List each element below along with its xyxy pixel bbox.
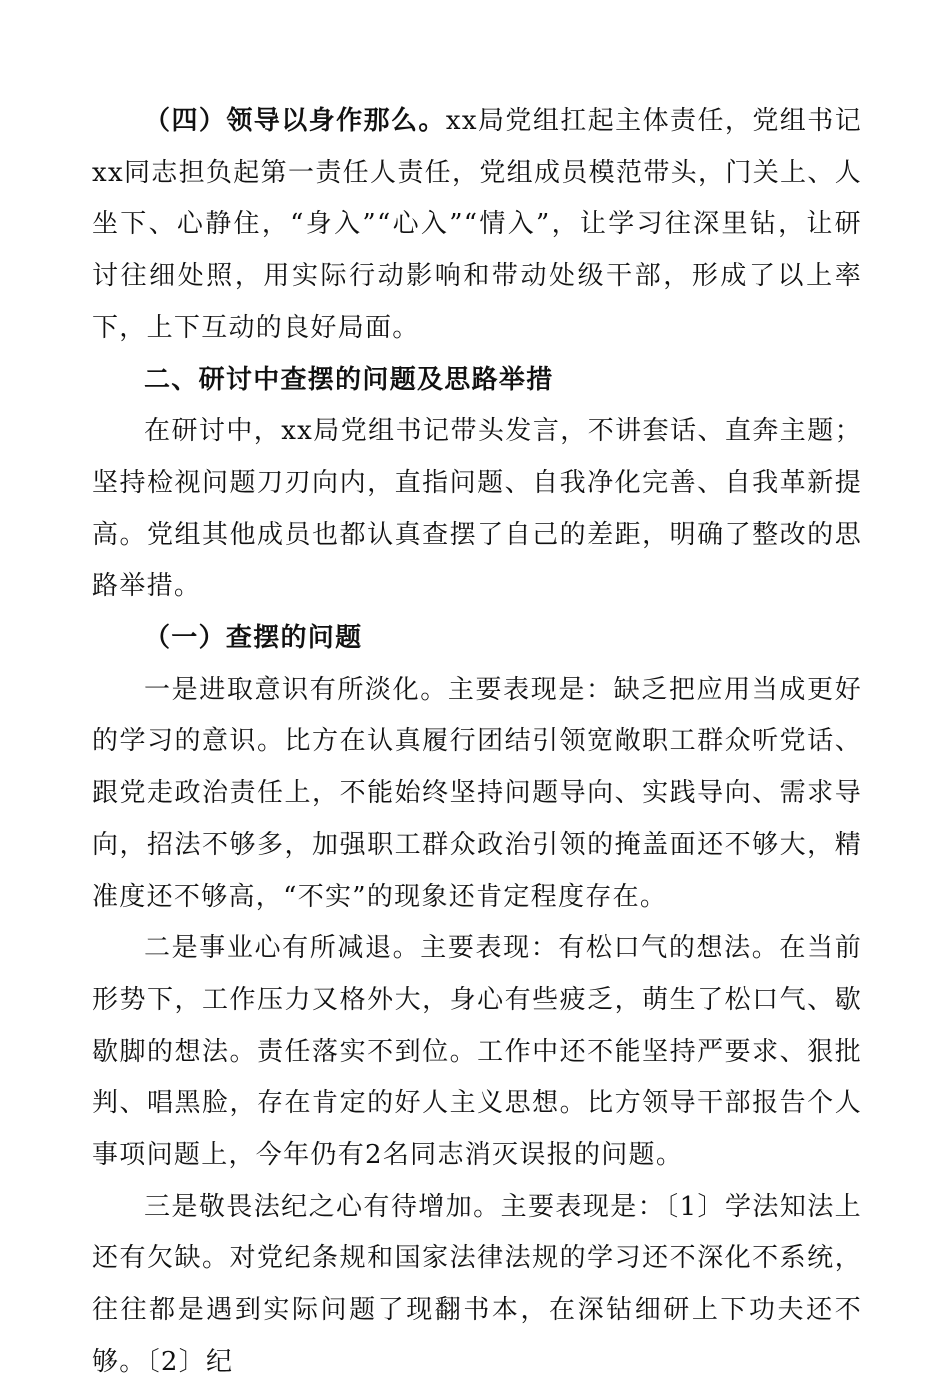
paragraph-problem-3: 三是敬畏法纪之心有待增加。主要表现是：〔1〕学法知法上还有欠缺。对党纪条规和国家法律法规的学习还不深化不系统，往往都是遇到实际问题了现翻书本，在深钻细研上下功夫还不够。〔2〕纪 (92, 1191, 862, 1377)
section-4-lead: （四）领导以身作那么。 (144, 106, 446, 136)
paragraph-intro: 在研讨中，xx局党组书记带头发言，不讲套话、直奔主题；坚持检视问题刀刃向内，直指问题、自我净化完善、自我革新提高。党组其他成员也都认真查摆了自己的差距，明确了整改的思路举措。 (92, 416, 862, 602)
paragraph-problem-1: 一是进取意识有所淡化。主要表现是：缺乏把应用当成更好的学习的意识。比方在认真履行团结引领宽敞职工群众听党话、跟党走政治责任上，不能始终坚持问题导向、实践导向、需求导向，招法不够多，加强职工群众政治引领的掩盖面还不够大，精准度还不够高，“不实”的现象还肯定程度存在。 (92, 674, 862, 912)
paragraph-section-4 (92, 96, 862, 355)
section-4-body: xx局党组扛起主体责任，党组书记xx同志担负起第一责任人责任，党组成员模范带头，门关上、人坐下、心静住，“身入”“心入”“情入”，让学习往深里钻，让研讨往细处照，用实际行动影响和带动处级干部，形成了以上率下，上下互动的良好局面。 (92, 106, 862, 343)
subheading-1: （一）查摆的问题 (144, 623, 363, 654)
paragraph-problem-2: 二是事业心有所减退。主要表现：有松口气的想法。在当前形势下，工作压力又格外大，身心有些疲乏，萌生了松口气、歇歇脚的想法。责任落实不到位。工作中还不能坚持严要求、狠批判、唱黑脸，存在肯定的好人主义思想。比方领导干部报告个人事项问题上，今年仍有2名同志消灭误报的问题。 (92, 933, 862, 1171)
heading-2: 二、研讨中查摆的问题及思路举措 (144, 364, 554, 395)
document-page (92, 96, 862, 1389)
